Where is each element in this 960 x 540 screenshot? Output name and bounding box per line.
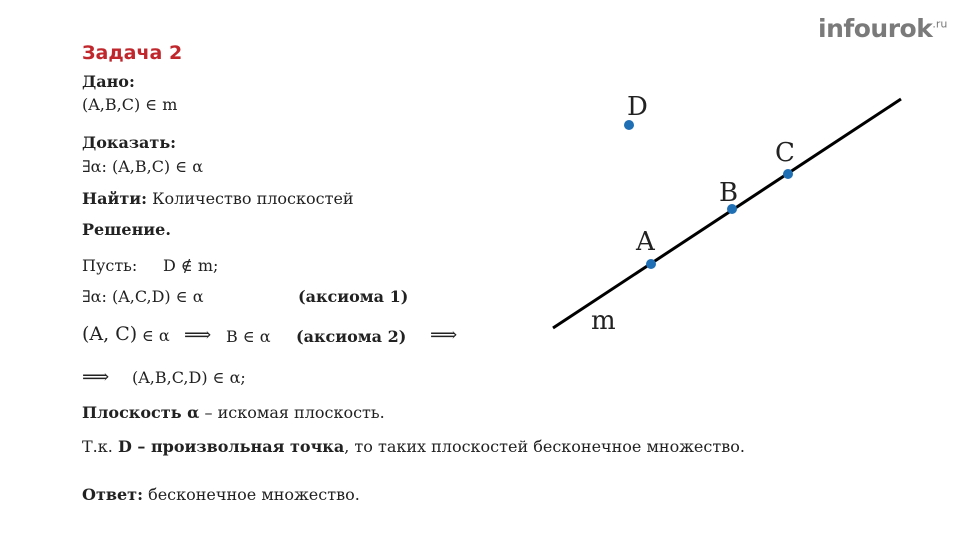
- implies-arrow-2: ⟹: [430, 324, 458, 346]
- step2-mid: B ∈ α: [226, 327, 271, 346]
- step2-left: (A, C): [82, 323, 138, 345]
- find-text: Количество плоскостей: [152, 189, 354, 208]
- prove-label: Доказать:: [82, 133, 177, 152]
- find-label: Найти:: [82, 189, 148, 208]
- point-a: [646, 259, 656, 269]
- step1-text: ∃α: (A,C,D) ∈ α: [82, 287, 204, 306]
- let-label: Пусть:: [82, 256, 138, 275]
- tk-prefix: Т.к.: [82, 437, 113, 456]
- implies-arrow-1: ⟹: [184, 324, 212, 346]
- line-m: [553, 99, 901, 328]
- answer-text: бесконечное множество.: [148, 485, 360, 504]
- given-label: Дано:: [82, 72, 135, 91]
- plane-bold: Плоскость α: [82, 403, 200, 422]
- line-label-m: m: [591, 306, 616, 336]
- logo-name: infourok: [818, 14, 933, 43]
- task-title: Задача 2: [82, 42, 183, 64]
- point-c: [783, 169, 793, 179]
- step2-in: ∈ α: [142, 326, 170, 345]
- logo-suffix: .ru: [932, 17, 948, 31]
- given-text: (A,B,C) ∈ m: [82, 95, 178, 114]
- point-label-b: B: [719, 178, 739, 208]
- implies-arrow-3: ⟹: [82, 366, 110, 388]
- prove-text: ∃α: (A,B,C) ∈ α: [82, 157, 203, 176]
- tk-rest: , то таких плоскостей бесконечное множество.: [344, 437, 745, 456]
- plane-rest: – искомая плоскость.: [204, 403, 385, 422]
- point-label-c: C: [775, 138, 795, 168]
- point-label-a: A: [636, 227, 655, 257]
- step3-text: (A,B,C,D) ∈ α;: [132, 368, 246, 387]
- step2-note: (аксиома 2): [296, 327, 407, 346]
- answer-label: Ответ:: [82, 485, 143, 504]
- step1-note: (аксиома 1): [298, 287, 409, 306]
- tk-bold: D – произвольная точка: [117, 437, 345, 456]
- point-label-d: D: [627, 92, 648, 122]
- let-text: D ∉ m;: [163, 256, 219, 275]
- solution-label: Решение.: [82, 220, 171, 239]
